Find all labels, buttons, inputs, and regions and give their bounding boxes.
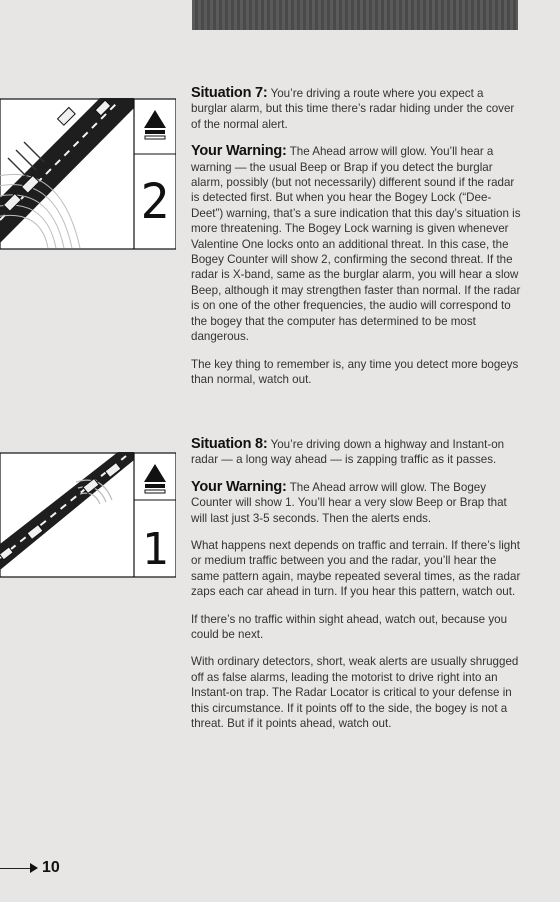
- situation-7-illustration: [0, 98, 176, 250]
- page-number-text: 10: [42, 859, 60, 876]
- situation-8-paragraph: With ordinary detectors, short, weak alerts are usually shrugged off as false alarms, leading the motorist to drive right into an Instant-on trap. The Radar Locator is critical to your defense in this circumstance. If it points off to the side, the bogey is not a threat. But if it points ahead, watch out.: [191, 655, 519, 731]
- situation-7-heading: Situation 7:: [191, 85, 268, 101]
- situation-7-section: [191, 86, 521, 399]
- situation-8-heading: Situation 8:: [191, 436, 268, 452]
- situation-8-paragraph: If there’s no traffic within sight ahead, watch out, because you could be next.: [191, 612, 508, 642]
- bogey-counter-display: 1: [141, 524, 169, 575]
- situation-8-warning-heading: Your Warning:: [191, 478, 287, 495]
- situation-7-warning: Your Warning: The Ahead arrow will glow. You’ll hear a warning — the usual Beep or Brap if you detect the burglar alarm, possibly (but not necessarily) different sound if the radar is detected first. But when you hear the Bogey Lock (“Dee-Deet”) warning, that’s a sure indication that this day’s situation is more threatening. The Bogey Lock warning is given whenever Valentine One locks onto an additional threat. In this case, the Bogey Counter will show 2, confirming the second threat. If the radar is X-band, same as the burglar alarm, you will hear a slow Beep, although it may strengthen faster than normal. If the radar is on one of the other frequencies, the audio will correspond to the bogey that the computer has determined to be most dangerous.: [191, 143, 521, 344]
- situation-8-warning: Your Warning: The Ahead arrow will glow. The Bogey Counter will show 1. You’ll hear a very slow Beep or Brap that will last just 3-5 seconds. Then the alerts ends.: [191, 478, 507, 525]
- triangle-arrow-icon: [30, 863, 38, 873]
- situation-7-intro: Situation 7: You’re driving a route where you expect a burglar alarm, but this time there’s radar hiding under the cover of the normal alert.: [191, 85, 515, 131]
- situation-8-illustration: [0, 452, 176, 578]
- situation-7-key-thing: The key thing to remember is, any time you detect more bogeys than normal, watch out.: [191, 357, 519, 386]
- situation-8-intro: Situation 8: You’re driving down a highway and Instant-on radar — a long way ahead — is zapping traffic as it passes.: [191, 436, 505, 467]
- page-number-rule: [0, 868, 30, 869]
- bogey-counter-display: 2: [140, 174, 170, 230]
- situation-7-warning-heading: Your Warning:: [191, 143, 287, 160]
- header-bar: [192, 0, 518, 30]
- page-number: [0, 858, 60, 878]
- situation-8-paragraph: What happens next depends on traffic and terrain. If there’s light or medium traffic between you and the radar, you’ll hear the same pattern again, maybe repeated several times, as the radar zaps each car ahead in turn. If you hear this pattern, watch out.: [191, 539, 521, 599]
- situation-8-section: [191, 437, 521, 744]
